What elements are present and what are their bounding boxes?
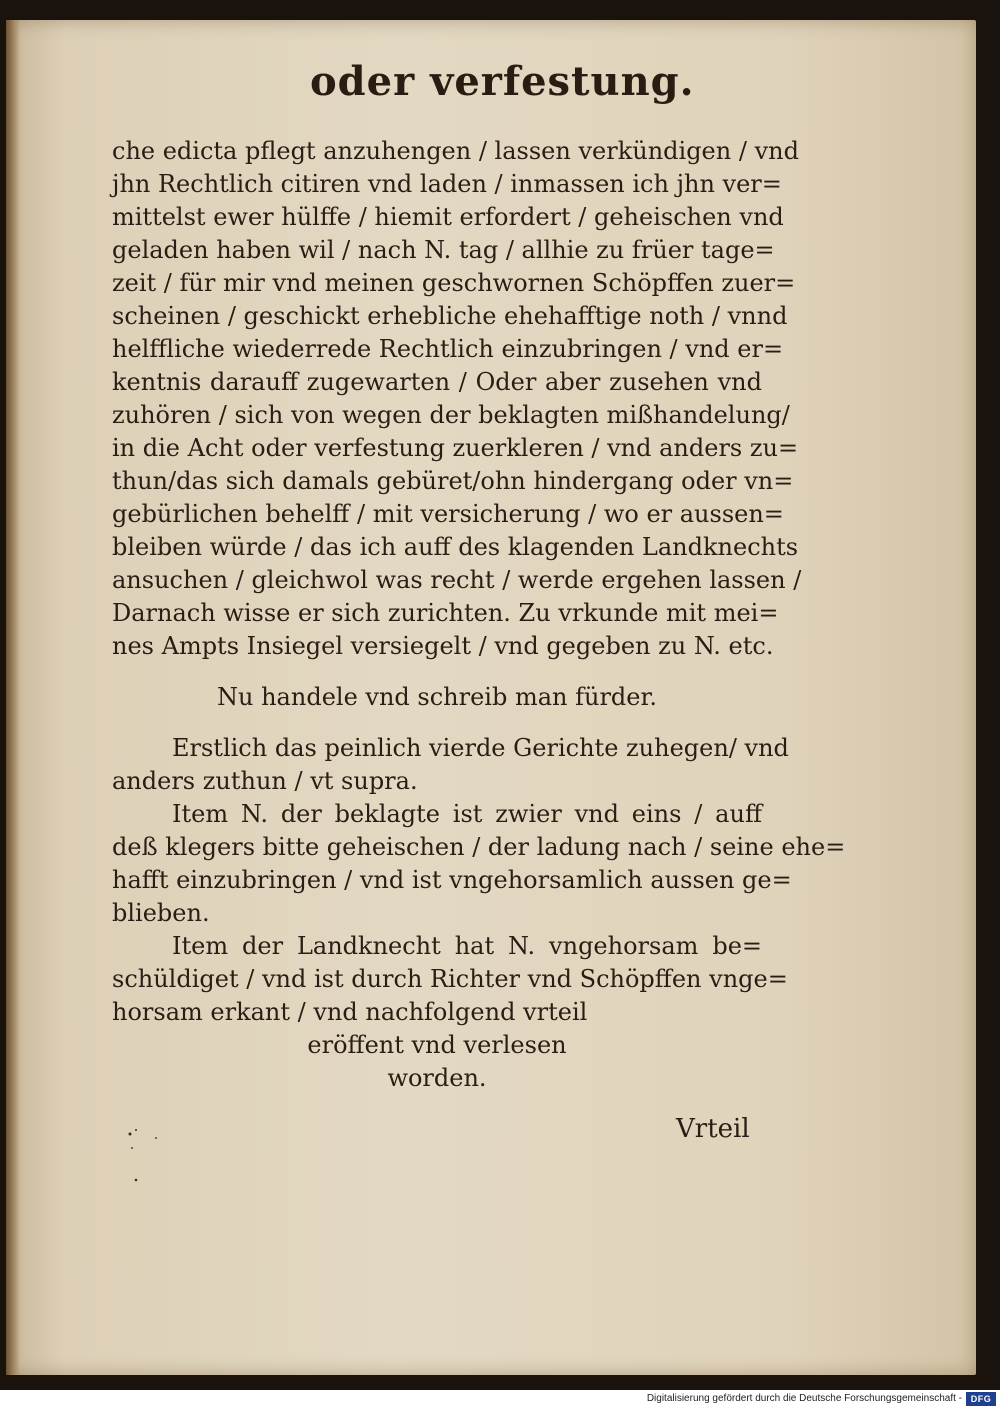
page-text (112, 135, 846, 1095)
text-line: geladen haben wil / nach N. tag / allhie zu früer tage= (112, 236, 775, 264)
catchword: Vrteil (676, 1114, 750, 1144)
text-line: deß klegers bitte geheischen / der ladung nach / seine ehe= (112, 833, 846, 861)
text-line: horsam erkant / vnd nachfolgend vrteil (112, 998, 588, 1026)
text-line: kentnis darauff zugewarten / Oder aber zusehen vnd (112, 368, 762, 396)
ink-specks (126, 1128, 186, 1188)
footer-bar (0, 1390, 1000, 1410)
text-line: Item N. der beklagte ist zwier vnd eins / auff (172, 800, 762, 828)
running-head: oder verfestung. (310, 58, 695, 105)
text-line: hafft einzubringen / vnd ist vngehorsamlich aussen ge= (112, 866, 792, 894)
text-line: Item der Landknecht hat N. vngehorsam be= (172, 932, 762, 960)
text-line: eröffent vnd verlesen (307, 1031, 567, 1059)
funding-credit: Digitalisierung gefördert durch die Deutsche Forschungsgemeinschaft - (646, 1393, 962, 1404)
text-line: schüldiget / vnd ist durch Richter vnd Schöpffen vnge= (112, 965, 788, 993)
spacer (112, 714, 762, 732)
text-line: che edicta pflegt anzuhengen / lassen verkündigen / vnd (112, 137, 799, 165)
text-line: jhn Rechtlich citiren vnd laden / inmassen ich jhn ver= (112, 170, 782, 198)
spacer (112, 663, 762, 681)
text-line: ansuchen / gleichwol was recht / werde ergehen lassen / (112, 566, 802, 594)
paragraph-2 (112, 732, 789, 798)
text-line: worden. (387, 1064, 487, 1092)
text-line: Erstlich das peinlich vierde Gerichte zuhegen/ vnd (172, 734, 789, 762)
text-line: helffliche wiederrede Rechtlich einzubringen / vnd er= (112, 335, 784, 363)
text-line: Darnach wisse er sich zurichten. Zu vrkunde mit mei= (112, 599, 779, 627)
text-line: blieben. (112, 899, 210, 927)
text-line: scheinen / geschickt erhebliche ehehafftige noth / vnnd (112, 302, 788, 330)
text-line: thun/das sich damals gebüret/ohn hindergang oder vn= (112, 467, 794, 495)
text-line: bleiben würde / das ich auff des klagenden Landknechts (112, 533, 799, 561)
text-line: zeit / für mir vnd meinen geschwornen Schöpffen zuer= (112, 269, 796, 297)
section-heading: Nu handele vnd schreib man fürder. (217, 683, 657, 711)
text-line: mittelst ewer hülffe / hiemit erfordert / geheischen vnd (112, 203, 784, 231)
text-line: nes Ampts Insiegel versiegelt / vnd gegeben zu N. etc. (112, 632, 774, 660)
dfg-logo: DFG (966, 1392, 996, 1406)
paragraph-4 (112, 930, 788, 1095)
text-line: gebürlichen behelff / mit versicherung / wo er aussen= (112, 500, 784, 528)
text-line: anders zuthun / vt supra. (112, 767, 418, 795)
paragraph-1 (112, 135, 802, 663)
page-spine-shadow (6, 20, 20, 1375)
text-line: in die Acht oder verfestung zuerkleren / vnd anders zu= (112, 434, 799, 462)
text-line: zuhören / sich von wegen der beklagten mißhandelung/ (112, 401, 790, 429)
paragraph-3 (112, 798, 846, 930)
